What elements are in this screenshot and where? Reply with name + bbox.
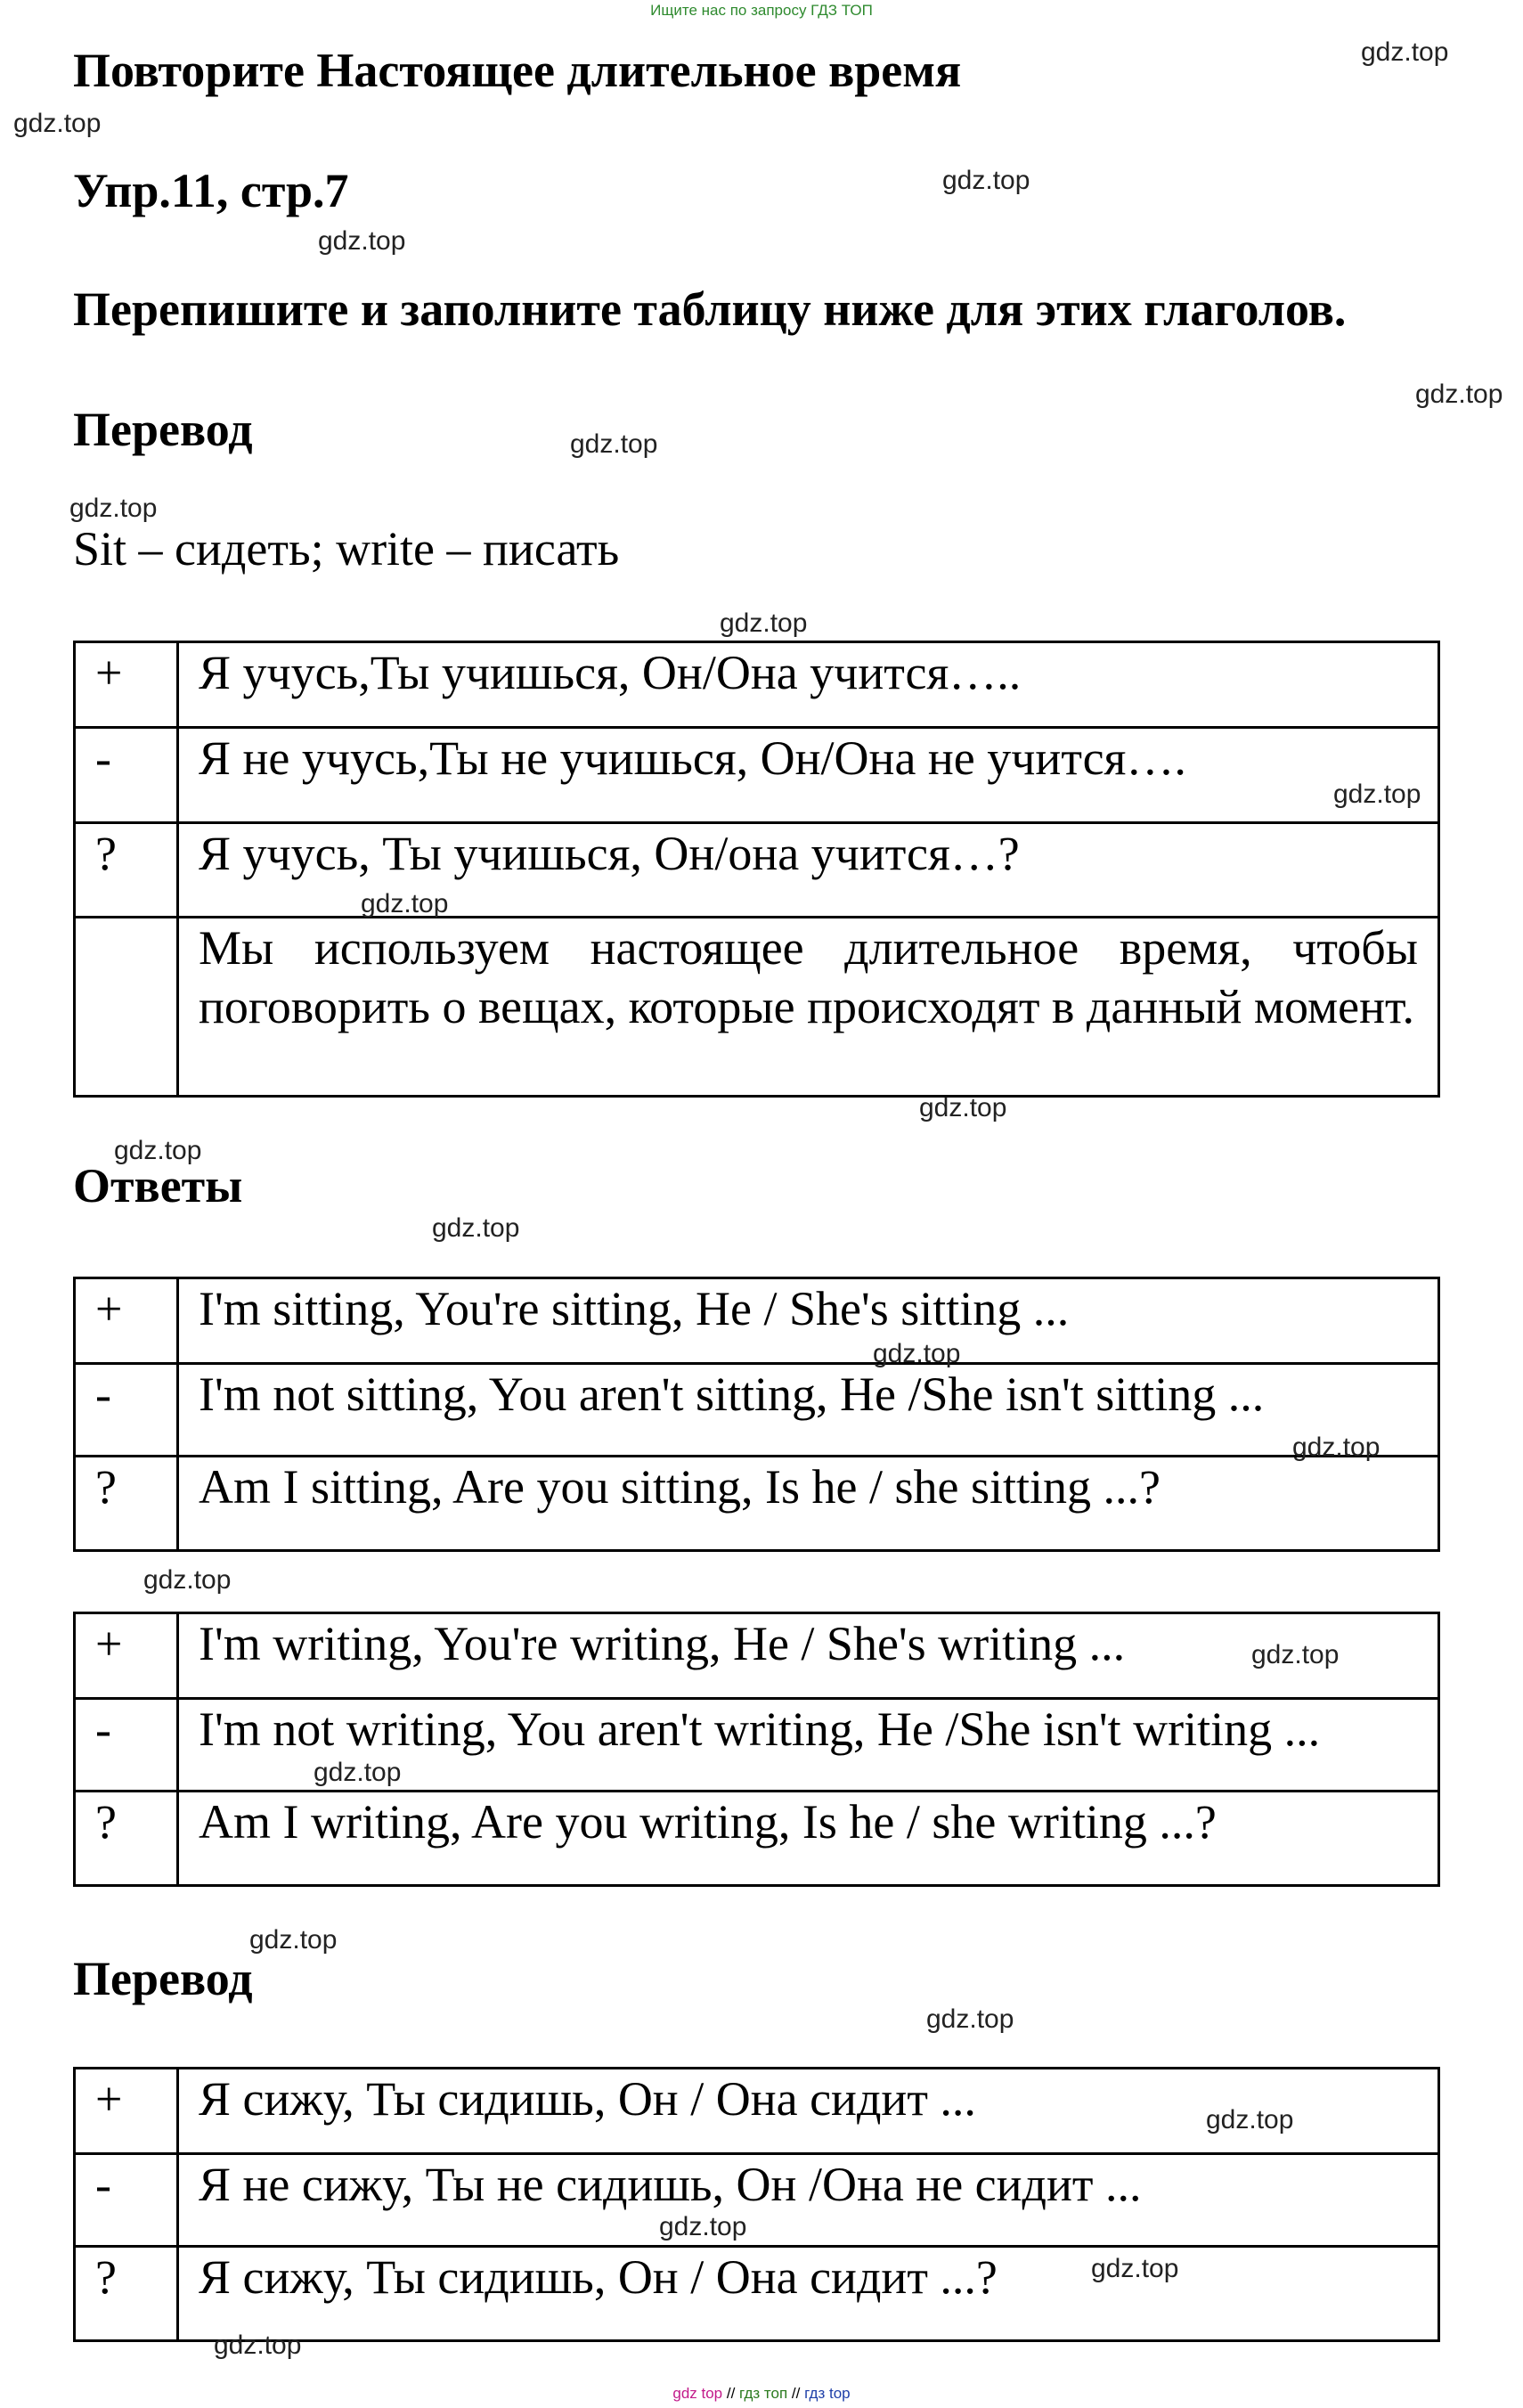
text-cell: Я не учусь,Ты не учишься, Он/Она не учится….: [178, 728, 1439, 823]
table-row: [75, 918, 1439, 1097]
sign-cell: ?: [75, 1792, 178, 1886]
watermark: gdz.top: [1415, 380, 1503, 409]
translation-table: [73, 641, 1440, 1098]
sign-cell: ?: [75, 2247, 178, 2341]
sign-cell: -: [75, 2154, 178, 2247]
watermark: gdz.top: [720, 608, 808, 638]
translation-heading-2: Перевод: [73, 1952, 253, 2005]
table-row: [75, 1792, 1439, 1886]
text-cell: Я учусь,Ты учишься, Он/Она учится…..: [178, 642, 1439, 728]
watermark: gdz.top: [432, 1213, 520, 1243]
exercise-number: Упр.11, стр.7: [73, 164, 349, 217]
sign-cell: ?: [75, 1457, 178, 1551]
table-row: [75, 1278, 1439, 1364]
page-title: Повторите Настоящее длительное время: [73, 44, 962, 97]
watermark: gdz.top: [361, 889, 449, 918]
text-cell: I'm not writing, You aren't writing, He /She isn't writing ...: [178, 1699, 1439, 1792]
table-row: [75, 728, 1439, 823]
top-banner-text[interactable]: Ищите нас по запросу ГДЗ ТОП: [650, 2, 873, 19]
table-row: [75, 2154, 1439, 2247]
watermark: gdz.top: [942, 166, 1030, 195]
verbs-line: Sit – сидеть; write – писать: [73, 522, 620, 575]
footer-links[interactable]: [0, 2385, 1523, 2403]
sign-cell: -: [75, 728, 178, 823]
text-cell: Я сижу, Ты сидишь, Он / Она сидит ...?: [178, 2247, 1439, 2341]
translation-heading: Перевод: [73, 403, 253, 456]
sign-cell: -: [75, 1364, 178, 1457]
watermark: gdz.top: [1206, 2105, 1294, 2135]
table-row: [75, 823, 1439, 918]
sign-cell: [75, 918, 178, 1097]
watermark: gdz.top: [143, 1565, 232, 1595]
watermark: gdz.top: [659, 2212, 747, 2241]
table-row: [75, 2247, 1439, 2341]
watermark: gdz.top: [1091, 2254, 1179, 2283]
sign-cell: +: [75, 2069, 178, 2154]
sign-cell: +: [75, 1278, 178, 1364]
text-cell: Я сижу, Ты сидишь, Он / Она сидит ...: [178, 2069, 1439, 2154]
footer-separator: //: [726, 2385, 736, 2402]
text-cell: I'm not sitting, You aren't sitting, He /She isn't sitting ...: [178, 1364, 1439, 1457]
text-cell: Я учусь, Ты учишься, Он/она учится…?: [178, 823, 1439, 918]
watermark: gdz.top: [13, 109, 102, 138]
sit-table: [73, 1277, 1440, 1552]
sign-cell: ?: [75, 823, 178, 918]
top-banner[interactable]: [0, 2, 1523, 20]
text-cell: I'm sitting, You're sitting, He / She's sitting ...: [178, 1278, 1439, 1364]
write-table: [73, 1612, 1440, 1887]
watermark: gdz.top: [926, 2004, 1014, 2034]
text-cell: Я не сижу, Ты не сидишь, Он /Она не сидит ...: [178, 2154, 1439, 2247]
watermark: gdz.top: [69, 494, 158, 523]
footer-link[interactable]: гдз top: [804, 2385, 851, 2402]
watermark: gdz.top: [1361, 37, 1449, 67]
table-row: [75, 1613, 1439, 1699]
watermark: gdz.top: [873, 1339, 961, 1368]
table-row: [75, 1457, 1439, 1551]
text-cell: Am I sitting, Are you sitting, Is he / she sitting ...?: [178, 1457, 1439, 1551]
footer-link[interactable]: гдз топ: [739, 2385, 788, 2402]
text-cell: Am I writing, Are you writing, Is he / she writing ...?: [178, 1792, 1439, 1886]
watermark: gdz.top: [1251, 1640, 1340, 1669]
sign-cell: -: [75, 1699, 178, 1792]
table-row: [75, 1699, 1439, 1792]
watermark: gdz.top: [314, 1758, 402, 1787]
watermark: gdz.top: [214, 2330, 302, 2360]
watermark: gdz.top: [1292, 1433, 1380, 1462]
watermark: gdz.top: [570, 429, 658, 459]
sign-cell: +: [75, 1613, 178, 1699]
table-row: [75, 1364, 1439, 1457]
table-row: [75, 642, 1439, 728]
answers-heading: Ответы: [73, 1159, 243, 1212]
watermark: gdz.top: [318, 226, 406, 256]
watermark: gdz.top: [114, 1136, 202, 1165]
footer-link[interactable]: gdz top: [672, 2385, 723, 2402]
task-instruction: Перепишите и заполните таблицу ниже для этих глаголов.: [73, 282, 1347, 336]
footer-separator: //: [791, 2385, 801, 2402]
sign-cell: +: [75, 642, 178, 728]
text-cell: I'm writing, You're writing, He / She's writing ...: [178, 1613, 1439, 1699]
watermark: gdz.top: [919, 1093, 1007, 1122]
watermark: gdz.top: [1333, 780, 1421, 809]
watermark: gdz.top: [249, 1925, 338, 1955]
text-cell: Мы используем настоящее длительное время, чтобы поговорить о вещах, которые происходят в данный момент.: [178, 918, 1439, 1097]
